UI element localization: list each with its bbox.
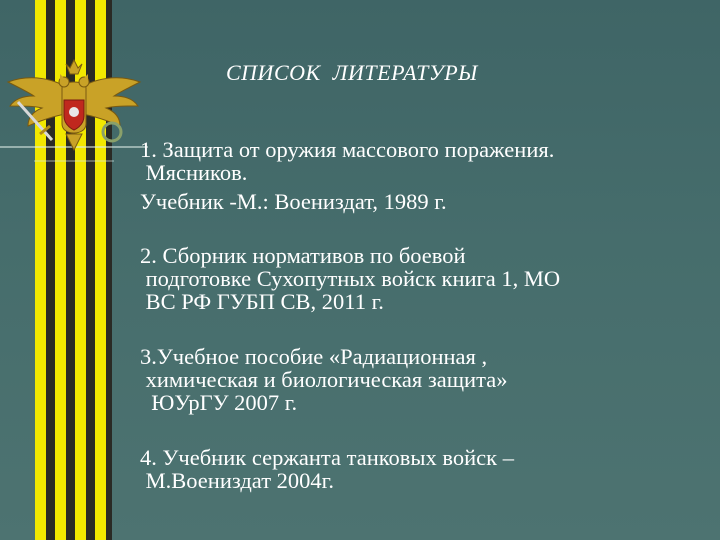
reference-line: 4. Учебник сержанта танковых войск –	[140, 445, 514, 470]
reference-line: М.Воениздат 2004г.	[140, 468, 334, 493]
reference-line: Мясников.	[140, 160, 248, 185]
reference-item	[140, 138, 706, 213]
army-emblem-icon	[0, 40, 148, 158]
reference-line: 2. Сборник нормативов по боевой	[140, 243, 466, 268]
divider-line	[34, 160, 114, 162]
reference-line: ЮУрГУ 2007 г.	[140, 390, 298, 415]
slide-title: СПИСОК ЛИТЕРАТУРЫ	[226, 60, 478, 85]
reference-line: подготовке Сухопутных войск книга 1, МО	[140, 266, 561, 291]
reference-line: химическая и биологическая защита»	[140, 367, 508, 392]
reference-item	[140, 244, 706, 313]
reference-line: ВС РФ ГУБП СВ, 2011 г.	[140, 289, 384, 314]
reference-line: Учебник -М.: Воениздат, 1989 г.	[140, 189, 447, 214]
reference-line: 3.Учебное пособие «Радиационная ,	[140, 344, 488, 369]
reference-item	[140, 345, 706, 414]
reference-item	[140, 446, 706, 492]
reference-line: 1. Защита от оружия массового поражения.	[140, 137, 555, 162]
reference-list	[140, 138, 706, 492]
